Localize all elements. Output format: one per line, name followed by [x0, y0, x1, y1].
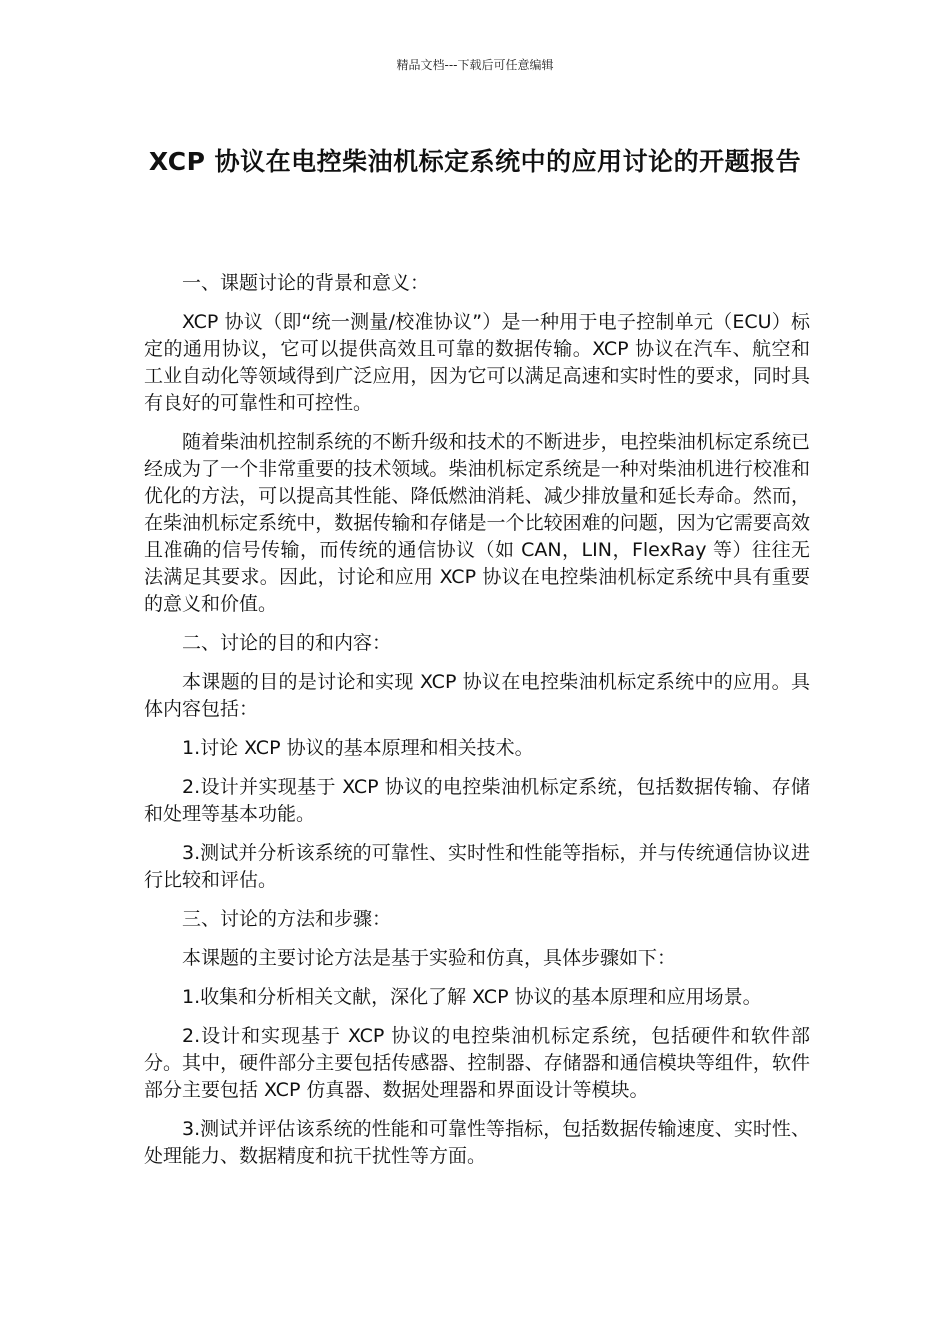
paragraph-diesel-calibration: 随着柴油机控制系统的不断升级和技术的不断进步，电控柴油机标定系统已经成为了一个非常重要的技术领域。柴油机标定系统是一种对柴油机进行校准和优化的方法，可以提高其性能、降低燃油消耗、减少排放量和延长寿命。然而，在柴油机标定系统中，数据传输和存储是一个比较困难的问题，因为它需要高效且准确的信号传输，而传统的通信协议（如 CAN，LIN，FlexRay 等）往往无法满足其要求。因此，讨论和应用 XCP 协议在电控柴油机标定系统中具有重要的意义和价值。 — [144, 431, 810, 615]
paragraph-method: 本课题的主要讨论方法是基于实验和仿真，具体步骤如下： — [182, 947, 677, 969]
header-note: 精品文档---下载后可任意编辑 — [396, 58, 554, 72]
list-item-purpose-2: 2.设计并实现基于 XCP 协议的电控柴油机标定系统，包括数据传输、存储和处理等基本功能。 — [144, 776, 810, 825]
list-item-purpose-3: 3.测试并分析该系统的可靠性、实时性和性能等指标，并与传统通信协议进行比较和评估。 — [144, 842, 810, 891]
list-item-method-3: 3.测试并评估该系统的性能和可靠性等指标，包括数据传输速度、实时性、处理能力、数据精度和抗干扰性等方面。 — [144, 1118, 810, 1167]
section-heading-method: 三、讨论的方法和步骤： — [182, 908, 392, 930]
list-item-method-2: 2.设计和实现基于 XCP 协议的电控柴油机标定系统，包括硬件和软件部分。其中，硬件部分主要包括传感器、控制器、存储器和通信模块等组件，软件部分主要包括 XCP 仿真器、数据处理器和界面设计等模块。 — [144, 1025, 810, 1101]
paragraph-xcp-intro: XCP 协议（即“统一测量/校准协议”）是一种用于电子控制单元（ECU）标定的通用协议，它可以提供高效且可靠的数据传输。XCP 协议在汽车、航空和工业自动化等领域得到广泛应用，因为它可以满足高速和实时性的要求，同时具有良好的可靠性和可控性。 — [144, 311, 810, 414]
list-item-method-1: 1.收集和分析相关文献，深化了解 XCP 协议的基本原理和应用场景。 — [182, 986, 762, 1008]
list-item-purpose-1: 1.讨论 XCP 协议的基本原理和相关技术。 — [182, 737, 534, 759]
page-title: XCP 协议在电控柴油机标定系统中的应用讨论的开题报告 — [148, 147, 802, 176]
section-heading-purpose: 二、讨论的目的和内容： — [182, 632, 392, 654]
section-heading-background: 一、课题讨论的背景和意义： — [182, 272, 430, 294]
paragraph-purpose: 本课题的目的是讨论和实现 XCP 协议在电控柴油机标定系统中的应用。具体内容包括： — [144, 671, 810, 720]
document-body — [144, 270, 810, 1182]
